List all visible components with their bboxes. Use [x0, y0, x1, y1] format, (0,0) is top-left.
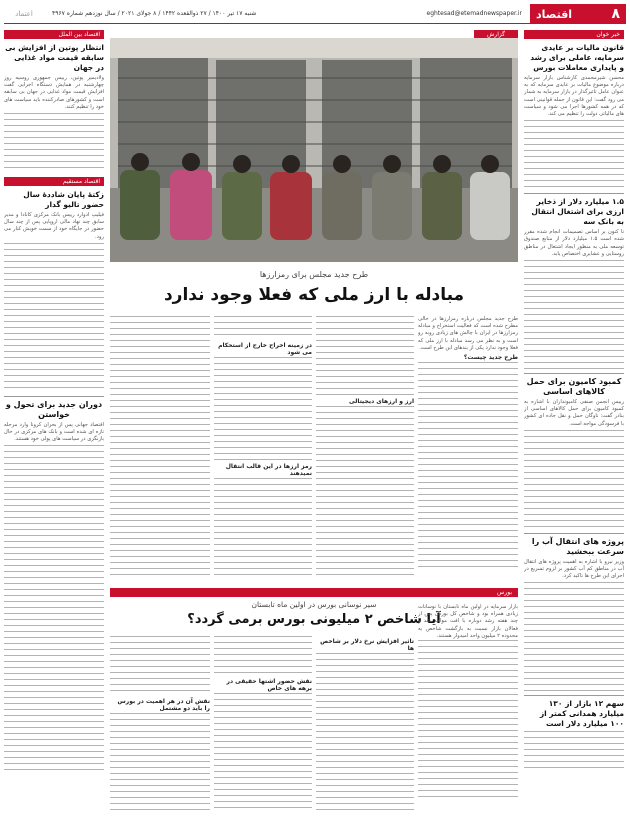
lead-body: طرح جدید مجلس درباره رمزارزها در حالی مطرح شده است که فعالیت استخراج و مبادله رمزارزها در ایران با چالش های زیادی روبه رو است و به نظر می رسد مبادله با ارز ملی که فعلا وجود ندارد یکی از بندهای این طرح است. — [418, 316, 518, 351]
bourse-subhead: تاثیر افزایش نرخ دلار بر شاخص ها — [320, 638, 414, 652]
news-title: کمبود کامیون برای حمل کالاهای اساسی — [526, 377, 622, 397]
text-filler — [4, 243, 104, 393]
left-news-column — [4, 30, 104, 816]
text-filler — [418, 362, 518, 572]
text-filler — [110, 316, 210, 580]
text-filler — [524, 430, 624, 530]
text-filler — [524, 582, 624, 692]
lead-subhead: در زمینه اخراج خارج از استحکام می شود — [218, 342, 312, 356]
news-body: فیلیپ ادوارد رییس بانک مرکزی کانادا و مدیر سابق چند نهاد مالی اروپایی پس از چند سال حضور در جایگاه خود از سمت خویش کنار می رود. — [4, 212, 104, 240]
left-column-sublabel: اقتصاد مستقیم — [4, 177, 104, 186]
section-name: اقتصاد — [536, 7, 573, 21]
text-filler — [4, 445, 104, 775]
news-item — [4, 43, 104, 173]
lead-body-col-4 — [110, 316, 210, 584]
text-filler — [316, 653, 414, 813]
news-body: رییس انجمن صنفی کامیونداران با اشاره به کمبود کامیون برای حمل کالاهای اساسی از بنادر گفت: ناوگان حمل و نقل جاده ای کشور با فرسودگی مواجه است. — [524, 399, 624, 427]
news-title: پروژه های انتقال آب را سرعت ببخشید — [531, 536, 624, 556]
text-filler — [214, 636, 312, 676]
lead-subhead: ارز و ارزهای دیجیتالی — [349, 398, 414, 405]
lead-photo — [110, 38, 518, 262]
masthead-info — [44, 4, 530, 24]
right-column-label: خبر خوان — [524, 30, 624, 39]
news-item — [524, 43, 624, 190]
masthead — [4, 4, 626, 24]
text-filler — [4, 113, 104, 173]
bourse-body-col-1 — [418, 604, 518, 814]
text-filler — [316, 316, 414, 396]
lead-headline — [110, 270, 518, 305]
news-body: ولادیمیر پوتین، رییس جمهوری روسیه روز چهارشنبه در همایش دستگاه اجرایی گفت افزایش قیمت مواد غذایی در جهان بی سابقه است و کشورهای صادرکننده باید سیاست های خود را تنظیم کنند. — [4, 75, 104, 110]
bourse-title: آیا شاخص ۲ میلیونی بورس برمی گردد؟ — [187, 612, 441, 627]
contact-email[interactable]: eghtesad@etemadnewspaper.ir — [426, 10, 522, 17]
divider — [524, 193, 624, 194]
news-title: ۱.۵ میلیارد دلار از ذخایر ارزی برای اشتغال انتقال به بانک سه — [531, 197, 624, 227]
text-filler — [418, 640, 518, 800]
lead-title: مبادله با ارز ملی که فعلا وجود ندارد — [163, 285, 465, 305]
text-filler — [214, 693, 312, 813]
page-number: ۸ — [611, 6, 620, 22]
lead-subhead: رمز ارزها در این قالب انتقال نمیدهند — [225, 463, 312, 477]
news-item — [524, 377, 624, 530]
text-filler — [524, 260, 624, 370]
crypto-mining-photo — [110, 38, 518, 262]
text-filler — [110, 713, 210, 813]
news-item — [524, 537, 624, 693]
news-body: اقتصاد جهانی پس از بحران کرونا وارد مرحله تازه ای شده است و بانک های مرکزی در حال بازنگری در سیاست های پولی خود هستند. — [4, 421, 104, 443]
news-item — [524, 197, 624, 370]
date-line: شنبه ۱۷ تیر ۱۴۰۰ / ۲۷ ذوالقعده ۱۴۴۲ / ۸ جولای ۲۰۲۱ / سال نوزدهم شماره ۴۹۶۷ — [52, 10, 257, 17]
text-filler — [110, 636, 210, 696]
bourse-subhead: نقش حضور اشتها حقیقی در برهه های خاص — [226, 678, 312, 692]
right-news-column — [524, 30, 624, 816]
text-filler — [316, 406, 414, 576]
bourse-subhead: نقش آن در هر اهمیت در بورس را باید دو مشتمل — [117, 698, 210, 712]
news-title: انتظار پوتین از افزایش بی سابقه قیمت مواد غذایی در جهان — [5, 43, 104, 72]
news-title: دوران جدید برای تحول و خواستن — [5, 399, 103, 419]
text-filler — [524, 731, 624, 771]
lead-body-col-1 — [418, 316, 518, 584]
left-column-label: اقتصاد بین الملل — [4, 30, 104, 39]
divider — [4, 396, 104, 397]
bourse-body-col-3 — [214, 636, 312, 814]
lead-body-col-2 — [316, 316, 414, 584]
newspaper-logo: اعتماد — [4, 4, 44, 24]
news-body: محسن شیرمحمدی کارشناس بازار سرمایه درباره موضوع مالیات بر عایدی سرمایه که به عنوان عامل تاثیرگذار در بازار سرمایه به شمار می رود گفت: این قانون از جمله قوانینی است که در همه کشورها اجرا می شود و سیاست های مالیاتی دولت را تنظیم می کند. — [524, 75, 624, 118]
section-header — [530, 4, 626, 24]
news-item — [4, 190, 104, 393]
news-body: تا کنون بر اساس تصمیمات انجام شده مقرر شده است ۱.۵ میلیارد دلار از منابع صندوق توسعه ملی به منظور ایجاد اشتغال در مناطق روستایی و عشایری اختصاص یابد. — [524, 229, 624, 257]
news-item — [524, 699, 624, 771]
divider — [524, 373, 624, 374]
text-filler — [214, 316, 312, 340]
news-item — [4, 400, 104, 776]
divider — [524, 533, 624, 534]
lead-body-col-3 — [214, 316, 312, 584]
text-filler — [214, 478, 312, 578]
lead-subhead: طرح جدید چیست؟ — [463, 354, 518, 362]
report-tag: گزارش — [474, 30, 518, 39]
bourse-body-col-4 — [110, 636, 210, 814]
bourse-body-col-2 — [316, 636, 414, 814]
text-filler — [214, 357, 312, 461]
news-body: وزیر نیرو با اشاره به اهمیت پروژه های انتقال آب در مناطق کم آب کشور بر لزوم تسریع در اجرای این طرح ها تاکید کرد. — [524, 558, 624, 580]
bourse-kicker: سیر نوسانی بورس در اولین ماه تابستان — [251, 600, 377, 609]
text-filler — [524, 120, 624, 190]
divider — [524, 695, 624, 696]
news-title: قانون مالیات بر عایدی سرمایه، عاملی برای رشد و پایداری معاملات بورس — [530, 43, 624, 72]
bourse-body: بازار سرمایه در اولین ماه تابستان با نوسانات زیادی همراه بود و شاخص کل بورس پس از چند هفته رشد دوباره با افت مواجه شد و فعالان بازار نسبت به بازگشت شاخص به محدوده ۲ میلیون واحد امیدوار هستند. — [418, 604, 518, 639]
lead-kicker: طرح جدید مجلس برای رمزارزها — [259, 270, 369, 279]
bourse-label: بورس — [110, 588, 518, 597]
news-title: سهم ۱۲ بازار از ۱۳۰ میلیارد همدانی کمتر از ۱۰۰ میلیارد دلار است — [539, 699, 624, 729]
news-title: زکتهٔ پایان شاددهٔ سال حضور تالیو گدار — [23, 190, 104, 210]
